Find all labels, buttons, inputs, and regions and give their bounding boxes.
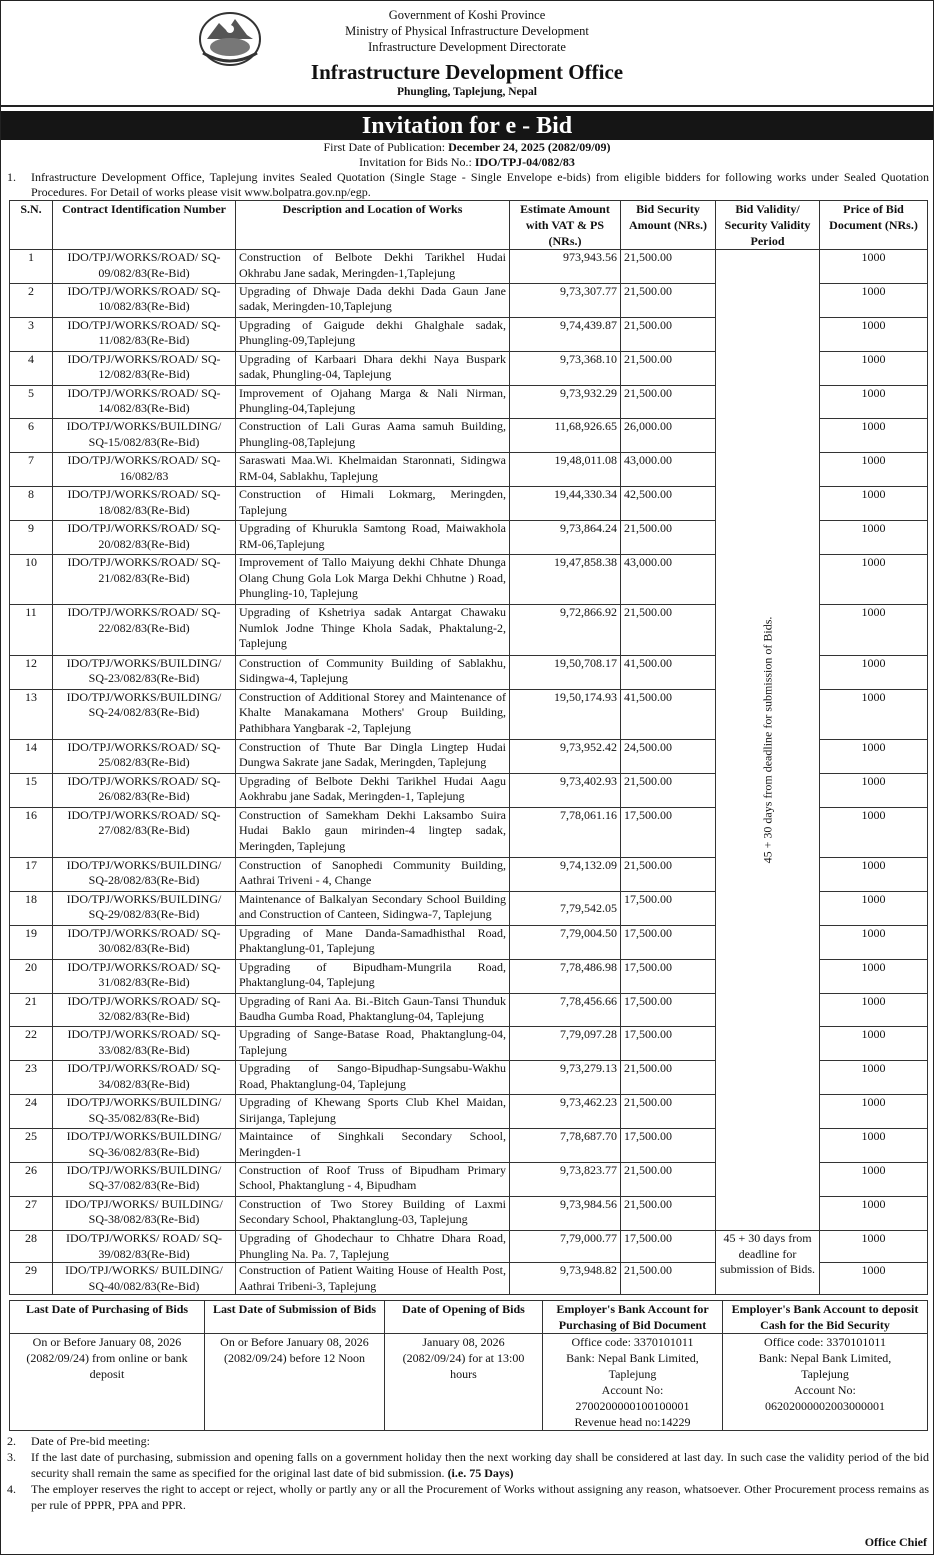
row-price: 1000 xyxy=(820,250,928,284)
row-description: Construction of Lali Guras Aama samuh Building, Phungling-08,Taplejung xyxy=(236,419,510,453)
row-description: Improvement of Tallo Maiyung dekhi Chhate Dhunga Olang Chung Gola Lok Marga Dekhi Chhutne ) Road, Phungling-10, Taplejung xyxy=(236,555,510,605)
row-estimate: 19,48,011.08 xyxy=(510,453,621,487)
row-bid-security: 21,500.00 xyxy=(621,351,716,385)
row-description: Construction of Additional Storey and Maintenance of Khalte Manakamana Mothers' Group Building, Pathibhara Yangbarak -2, Taplejung xyxy=(236,689,510,739)
ifb-number: IDO/TPJ-04/082/83 xyxy=(474,155,575,169)
row-estimate: 7,78,456.66 xyxy=(510,993,621,1027)
note-item xyxy=(7,1449,929,1481)
row-estimate: 9,73,932.29 xyxy=(510,385,621,419)
row-sn: 27 xyxy=(10,1196,53,1230)
col-opening: Date of Opening of Bids xyxy=(385,1301,543,1334)
row-contract-id: IDO/TPJ/WORKS/ROAD/ SQ-27/082/83(Re-Bid) xyxy=(53,807,236,857)
col-account-security: Employer's Bank Account to deposit Cash for the Bid Security xyxy=(723,1301,928,1334)
row-contract-id: IDO/TPJ/WORKS/ROAD/ SQ-16/082/83 xyxy=(53,453,236,487)
row-price: 1000 xyxy=(820,1129,928,1163)
row-contract-id: IDO/TPJ/WORKS/ROAD/ SQ-31/082/83(Re-Bid) xyxy=(53,959,236,993)
col-sn: S.N. xyxy=(10,201,53,250)
col-bid-security: Bid Security Amount (NRs.) xyxy=(621,201,716,250)
row-estimate: 11,68,926.65 xyxy=(510,419,621,453)
cell-line: hours xyxy=(450,1367,477,1381)
row-contract-id: IDO/TPJ/WORKS/ROAD/ SQ-34/082/83(Re-Bid) xyxy=(53,1061,236,1095)
row-bid-security: 17,500.00 xyxy=(621,1027,716,1061)
row-price: 1000 xyxy=(820,689,928,739)
cell-line: Bank: Nepal Bank Limited, xyxy=(566,1351,699,1365)
cell-line: Revenue head no:14229 xyxy=(574,1415,691,1429)
row-sn: 29 xyxy=(10,1263,53,1295)
row-description: Upgrading of Karbaari Dhara dekhi Naya Buspark sadak, Phungling-04, Taplejung xyxy=(236,351,510,385)
cell-line: (2082/09/24) before 12 Noon xyxy=(224,1351,365,1365)
note-text: Date of Pre-bid meeting: xyxy=(31,1434,150,1448)
row-price: 1000 xyxy=(820,453,928,487)
notes xyxy=(1,1431,933,1513)
row-estimate: 7,79,542.05 xyxy=(510,891,621,925)
table-row xyxy=(10,250,928,284)
office-address: Phungling, Taplejung, Nepal xyxy=(397,86,537,98)
col-description: Description and Location of Works xyxy=(236,201,510,250)
row-contract-id: IDO/TPJ/WORKS/ROAD/ SQ-25/082/83(Re-Bid) xyxy=(53,739,236,773)
row-sn: 11 xyxy=(10,605,53,655)
row-bid-security: 41,500.00 xyxy=(621,655,716,689)
row-description: Upgrading of Bipudham-Mungrila Road, Phaktanglung-04, Taplejung xyxy=(236,959,510,993)
row-description: Maintaince of Singhkali Secondary School, Meringden-1 xyxy=(236,1129,510,1163)
row-sn: 19 xyxy=(10,925,53,959)
works-table-body xyxy=(10,250,928,1295)
row-bid-security: 21,500.00 xyxy=(621,317,716,351)
row-sn: 18 xyxy=(10,891,53,925)
row-sn: 12 xyxy=(10,655,53,689)
row-price: 1000 xyxy=(820,283,928,317)
row-sn: 24 xyxy=(10,1095,53,1129)
directorate-name: Infrastructure Development Directorate xyxy=(368,40,566,54)
note-text: If the last date of purchasing, submission and opening falls on a government holiday then the next working day shall be considered at last day. In such case the validity period of the bid security shall remain the same as specified for the original last date of bid submission. xyxy=(31,1450,929,1480)
row-sn: 26 xyxy=(10,1162,53,1196)
row-estimate: 9,73,279.13 xyxy=(510,1061,621,1095)
row-estimate: 9,74,439.87 xyxy=(510,317,621,351)
row-sn: 8 xyxy=(10,487,53,521)
row-bid-security: 21,500.00 xyxy=(621,385,716,419)
cell-line: January 08, 2026 xyxy=(422,1335,505,1349)
row-estimate: 7,79,004.50 xyxy=(510,925,621,959)
cell-line: Taplejung xyxy=(608,1367,657,1381)
note-item xyxy=(7,1481,929,1513)
row-description: Construction of Samekham Dekhi Laksambo Suira Hudai Baklo gaun mirinden-4 lingtep sadak, Meringden, Taplejung xyxy=(236,807,510,857)
row-sn: 17 xyxy=(10,857,53,891)
row-price: 1000 xyxy=(820,1162,928,1196)
row-contract-id: IDO/TPJ/WORKS/BUILDING/ SQ-29/082/83(Re-Bid) xyxy=(53,891,236,925)
col-last-submission: Last Date of Submission of Bids xyxy=(205,1301,385,1334)
row-estimate: 7,78,061.16 xyxy=(510,807,621,857)
note-emphasis: (i.e. 75 Days) xyxy=(447,1466,514,1480)
ifb-label: Invitation for Bids No.: xyxy=(359,155,475,169)
row-price: 1000 xyxy=(820,925,928,959)
cell-line: On or Before January 08, 2026 xyxy=(32,1335,182,1349)
row-sn: 5 xyxy=(10,385,53,419)
row-price: 1000 xyxy=(820,1196,928,1230)
row-sn: 16 xyxy=(10,807,53,857)
cell-line: (2082/09/24) for at 13:00 xyxy=(402,1351,525,1365)
row-price: 1000 xyxy=(820,419,928,453)
dates-table xyxy=(9,1300,928,1431)
note-text: The employer reserves the right to accept or reject, wholly or partly any or all the Procurement of Works without assigning any reason, whatsoever. Other Procurement process remains as per rule of PPPR, PPA and PPR. xyxy=(31,1482,929,1512)
row-price: 1000 xyxy=(820,351,928,385)
row-bid-security: 21,500.00 xyxy=(621,1162,716,1196)
intro-text: Infrastructure Development Office, Taplejung invites Sealed Quotation (Single Stage - Single Envelope e-bids) from eligible bidders for following works under Sealed Quotation Procedures. For Detail of works please visit www.bolpatra.gov.np/egp. xyxy=(31,170,929,199)
row-sn: 13 xyxy=(10,689,53,739)
row-bid-security: 21,500.00 xyxy=(621,1095,716,1129)
dates-table-header xyxy=(10,1301,928,1334)
row-sn: 9 xyxy=(10,521,53,555)
row-contract-id: IDO/TPJ/WORKS/BUILDING/ SQ-28/082/83(Re-Bid) xyxy=(53,857,236,891)
row-contract-id: IDO/TPJ/WORKS/BUILDING/ SQ-24/082/83(Re-Bid) xyxy=(53,689,236,739)
publication-date-label: First Date of Publication: xyxy=(323,140,449,154)
row-bid-security: 26,000.00 xyxy=(621,419,716,453)
row-bid-security: 24,500.00 xyxy=(621,739,716,773)
validity-text: 45 + 30 days from deadline for submission of Bids. xyxy=(759,616,774,864)
cell-line: Office code: 3370101011 xyxy=(764,1335,886,1349)
col-price: Price of Bid Document (NRs.) xyxy=(820,201,928,250)
row-contract-id: IDO/TPJ/WORKS/ROAD/ SQ-32/082/83(Re-Bid) xyxy=(53,993,236,1027)
row-description: Improvement of Ojahang Marga & Nali Nirman, Phungling-04,Taplejung xyxy=(236,385,510,419)
row-sn: 14 xyxy=(10,739,53,773)
row-contract-id: IDO/TPJ/WORKS/ROAD/ SQ-21/082/83(Re-Bid) xyxy=(53,555,236,605)
office-name: Infrastructure Development Office xyxy=(310,60,624,84)
row-price: 1000 xyxy=(820,521,928,555)
row-bid-security: 17,500.00 xyxy=(621,1129,716,1163)
dates-table-row xyxy=(10,1334,928,1431)
row-price: 1000 xyxy=(820,1095,928,1129)
col-account-document: Employer's Bank Account for Purchasing of Bid Document xyxy=(543,1301,723,1334)
cell-line: On or Before January 08, 2026 xyxy=(220,1335,369,1349)
row-estimate: 19,44,330.34 xyxy=(510,487,621,521)
row-description: Construction of Thute Bar Dingla Lingtep Hudai Dungwa Sakrate jane Sadak, Meringden, Taplejung xyxy=(236,739,510,773)
row-bid-security: 17,500.00 xyxy=(621,959,716,993)
col-contract-id: Contract Identification Number xyxy=(53,201,236,250)
cell-line: 06202000002003000001 xyxy=(765,1399,885,1413)
row-contract-id: IDO/TPJ/WORKS/ROAD/ SQ-10/082/83(Re-Bid) xyxy=(53,283,236,317)
works-table-header xyxy=(10,201,928,250)
row-contract-id: IDO/TPJ/WORKS/ROAD/ SQ-18/082/83(Re-Bid) xyxy=(53,487,236,521)
publication-date: December 24, 2025 (2082/09/09) xyxy=(448,140,611,154)
row-price: 1000 xyxy=(820,739,928,773)
row-contract-id: IDO/TPJ/WORKS/ROAD/ SQ-14/082/83(Re-Bid) xyxy=(53,385,236,419)
row-bid-security: 21,500.00 xyxy=(621,1061,716,1095)
row-contract-id: IDO/TPJ/WORKS/BUILDING/ SQ-35/082/83(Re-Bid) xyxy=(53,1095,236,1129)
row-contract-id: IDO/TPJ/WORKS/ROAD/ SQ-22/082/83(Re-Bid) xyxy=(53,605,236,655)
row-description: Upgrading of Rani Aa. Bi.-Bitch Gaun-Tansi Thunduk Baudha Gumba Road, Phaktanglung-04, Taplejung xyxy=(236,993,510,1027)
row-estimate: 19,50,174.93 xyxy=(510,689,621,739)
row-estimate: 19,47,858.38 xyxy=(510,555,621,605)
row-estimate: 9,74,132.09 xyxy=(510,857,621,891)
row-price: 1000 xyxy=(820,993,928,1027)
row-price: 1000 xyxy=(820,1231,928,1263)
row-description: Upgrading of Khewang Sports Club Khel Maidan, Sirijanga, Taplejung xyxy=(236,1095,510,1129)
row-description: Upgrading of Dhwaje Dada dekhi Dada Gaun Jane sadak, Meringden-10,Taplejung xyxy=(236,283,510,317)
row-sn: 1 xyxy=(10,250,53,284)
row-estimate: 9,73,307.77 xyxy=(510,283,621,317)
row-price: 1000 xyxy=(820,605,928,655)
intro-paragraph xyxy=(1,170,933,200)
validity-period-last: 45 + 30 days from deadline for submission of Bids. xyxy=(716,1231,820,1295)
row-estimate: 9,73,948.82 xyxy=(510,1263,621,1295)
last-purchase-date xyxy=(10,1334,205,1431)
row-contract-id: IDO/TPJ/WORKS/ ROAD/ SQ-39/082/83(Re-Bid) xyxy=(53,1231,236,1263)
row-description: Construction of Himali Lokmarg, Meringden, Taplejung xyxy=(236,487,510,521)
row-description: Upgrading of Belbote Dekhi Tarikhel Hudai Aagu Aokhrabu jane Sadak, Meringden-1, Taplejung xyxy=(236,773,510,807)
row-bid-security: 43,000.00 xyxy=(621,453,716,487)
cell-line: Account No: xyxy=(601,1383,664,1397)
row-price: 1000 xyxy=(820,487,928,521)
row-bid-security: 17,500.00 xyxy=(621,807,716,857)
row-estimate: 9,73,823.77 xyxy=(510,1162,621,1196)
account-document xyxy=(543,1334,723,1431)
row-sn: 7 xyxy=(10,453,53,487)
row-sn: 3 xyxy=(10,317,53,351)
intro-number: 1. xyxy=(7,170,16,184)
row-sn: 6 xyxy=(10,419,53,453)
row-description: Upgrading of Mane Danda-Samadhisthal Road, Phaktanglung-01, Taplejung xyxy=(236,925,510,959)
row-contract-id: IDO/TPJ/WORKS/ROAD/ SQ-20/082/83(Re-Bid) xyxy=(53,521,236,555)
row-estimate: 9,73,984.56 xyxy=(510,1196,621,1230)
note-number: 2. xyxy=(7,1434,16,1448)
publication-info xyxy=(1,140,933,170)
row-bid-security: 21,500.00 xyxy=(621,1263,716,1295)
row-description: Upgrading of Khurukla Samtong Road, Maiwakhola RM-06,Taplejung xyxy=(236,521,510,555)
row-bid-security: 21,500.00 xyxy=(621,1196,716,1230)
row-bid-security: 41,500.00 xyxy=(621,689,716,739)
row-bid-security: 17,500.00 xyxy=(621,993,716,1027)
row-contract-id: IDO/TPJ/WORKS/BUILDING/ SQ-36/082/83(Re-Bid) xyxy=(53,1129,236,1163)
notice-title: Invitation for e - Bid xyxy=(1,111,933,140)
cell-line: Bank: Nepal Bank Limited, xyxy=(758,1351,892,1365)
row-price: 1000 xyxy=(820,807,928,857)
row-contract-id: IDO/TPJ/WORKS/ROAD/ SQ-11/082/83(Re-Bid) xyxy=(53,317,236,351)
row-description: Upgrading of Kshetriya sadak Antargat Chawaku Numlok Jodne Thinge Khola Sadak, Phaktalung-2, Taplejung xyxy=(236,605,510,655)
row-price: 1000 xyxy=(820,317,928,351)
row-description: Upgrading of Gaigude dekhi Ghalghale sadak, Phungling-09,Taplejung xyxy=(236,317,510,351)
row-sn: 22 xyxy=(10,1027,53,1061)
row-contract-id: IDO/TPJ/WORKS/ROAD/ SQ-09/082/83(Re-Bid) xyxy=(53,250,236,284)
row-contract-id: IDO/TPJ/WORKS/BUILDING/ SQ-37/082/83(Re-Bid) xyxy=(53,1162,236,1196)
row-bid-security: 17,500.00 xyxy=(621,891,716,925)
row-bid-security: 21,500.00 xyxy=(621,283,716,317)
row-description: Maintenance of Balkalyan Secondary School Building and Construction of Canteen, Sidingwa-7, Taplejung xyxy=(236,891,510,925)
col-validity: Bid Validity/ Security Validity Period xyxy=(716,201,820,250)
row-description: Construction of Community Building of Sablakhu, Sidingwa-4, Taplejung xyxy=(236,655,510,689)
row-contract-id: IDO/TPJ/WORKS/ROAD/ SQ-33/082/83(Re-Bid) xyxy=(53,1027,236,1061)
last-submission-date xyxy=(205,1334,385,1431)
row-description: Construction of Belbote Dekhi Tarikhel Hudai Okhrabu Jane sadak, Meringden-1,Taplejung xyxy=(236,250,510,284)
row-contract-id: IDO/TPJ/WORKS/ BUILDING/ SQ-40/082/83(Re-Bid) xyxy=(53,1263,236,1295)
row-sn: 2 xyxy=(10,283,53,317)
row-description: Construction of Patient Waiting House of Health Post, Aathrai Tribeni-3, Taplejung xyxy=(236,1263,510,1295)
row-estimate: 7,79,097.28 xyxy=(510,1027,621,1061)
row-description: Upgrading of Ghodechaur to Chhatre Dhara Road, Phungling Na. Pa. 7, Taplejung xyxy=(236,1231,510,1263)
row-contract-id: IDO/TPJ/WORKS/BUILDING/ SQ-23/082/83(Re-Bid) xyxy=(53,655,236,689)
row-contract-id: IDO/TPJ/WORKS/ BUILDING/ SQ-38/082/83(Re-Bid) xyxy=(53,1196,236,1230)
note-number: 4. xyxy=(7,1482,16,1496)
row-estimate: 7,78,687.70 xyxy=(510,1129,621,1163)
row-contract-id: IDO/TPJ/WORKS/BUILDING/ SQ-15/082/83(Re-Bid) xyxy=(53,419,236,453)
row-estimate: 9,73,864.24 xyxy=(510,521,621,555)
row-description: Construction of Two Storey Building of Laxmi Secondary School, Phaktanglung-03, Taplejung xyxy=(236,1196,510,1230)
row-bid-security: 21,500.00 xyxy=(621,857,716,891)
row-bid-security: 21,500.00 xyxy=(621,605,716,655)
cell-line: (2082/09/24) from online or bank xyxy=(26,1351,188,1365)
row-description: Saraswati Maa.Wi. Khelmaidan Staronnati, Sidingwa RM-04, Sablakhu, Taplejung xyxy=(236,453,510,487)
row-price: 1000 xyxy=(820,1061,928,1095)
row-sn: 25 xyxy=(10,1129,53,1163)
row-price: 1000 xyxy=(820,959,928,993)
row-bid-security: 21,500.00 xyxy=(621,773,716,807)
row-estimate: 973,943.56 xyxy=(510,250,621,284)
note-item xyxy=(7,1433,929,1449)
row-bid-security: 43,000.00 xyxy=(621,555,716,605)
row-estimate: 9,73,952.42 xyxy=(510,739,621,773)
row-estimate: 9,72,866.92 xyxy=(510,605,621,655)
row-contract-id: IDO/TPJ/WORKS/ROAD/ SQ-26/082/83(Re-Bid) xyxy=(53,773,236,807)
validity-period-merged xyxy=(716,250,820,1231)
row-price: 1000 xyxy=(820,857,928,891)
signature: Office Chief xyxy=(864,1535,927,1549)
table-row xyxy=(10,1231,928,1263)
col-last-purchase: Last Date of Purchasing of Bids xyxy=(10,1301,205,1334)
row-description: Construction of Roof Truss of Bipudham Primary School, Phaktanglung - 4, Bipudham xyxy=(236,1162,510,1196)
row-bid-security: 21,500.00 xyxy=(621,250,716,284)
row-sn: 21 xyxy=(10,993,53,1027)
row-estimate: 9,73,368.10 xyxy=(510,351,621,385)
row-price: 1000 xyxy=(820,1027,928,1061)
row-sn: 28 xyxy=(10,1231,53,1263)
row-contract-id: IDO/TPJ/WORKS/ROAD/ SQ-12/082/83(Re-Bid) xyxy=(53,351,236,385)
col-estimate: Estimate Amount with VAT & PS (NRs.) xyxy=(510,201,621,250)
cell-line: 2700200000100100001 xyxy=(575,1399,690,1413)
row-description: Upgrading of Sango-Bipudhap-Sungsabu-Wakhu Road, Phaktanglung-04, Taplejung xyxy=(236,1061,510,1095)
row-sn: 20 xyxy=(10,959,53,993)
row-estimate: 19,50,708.17 xyxy=(510,655,621,689)
row-sn: 4 xyxy=(10,351,53,385)
opening-date xyxy=(385,1334,543,1431)
row-price: 1000 xyxy=(820,385,928,419)
row-sn: 15 xyxy=(10,773,53,807)
row-description: Construction of Sanophedi Community Building, Aathrai Triveni - 4, Change xyxy=(236,857,510,891)
cell-line: Taplejung xyxy=(801,1367,849,1381)
row-bid-security: 17,500.00 xyxy=(621,925,716,959)
government-name: Government of Koshi Province xyxy=(388,8,546,22)
cell-line: deposit xyxy=(89,1367,125,1381)
row-price: 1000 xyxy=(820,773,928,807)
cell-line: Office code: 3370101011 xyxy=(571,1335,694,1349)
row-price: 1000 xyxy=(820,555,928,605)
ministry-name: Ministry of Physical Infrastructure Development xyxy=(345,24,589,38)
note-number: 3. xyxy=(7,1450,16,1464)
row-contract-id: IDO/TPJ/WORKS/ROAD/ SQ-30/082/83(Re-Bid) xyxy=(53,925,236,959)
row-price: 1000 xyxy=(820,655,928,689)
cell-line: Account No: xyxy=(794,1383,856,1397)
letterhead xyxy=(1,1,933,107)
row-description: Upgrading of Sange-Batase Road, Phaktanglung-04, Taplejung xyxy=(236,1027,510,1061)
row-estimate: 7,79,000.77 xyxy=(510,1231,621,1263)
account-security xyxy=(723,1334,928,1431)
row-estimate: 9,73,402.93 xyxy=(510,773,621,807)
row-bid-security: 21,500.00 xyxy=(621,521,716,555)
row-estimate: 9,73,462.23 xyxy=(510,1095,621,1129)
row-sn: 10 xyxy=(10,555,53,605)
row-price: 1000 xyxy=(820,891,928,925)
row-bid-security: 42,500.00 xyxy=(621,487,716,521)
works-table xyxy=(9,200,928,1295)
row-bid-security: 17,500.00 xyxy=(621,1231,716,1263)
row-sn: 23 xyxy=(10,1061,53,1095)
row-estimate: 7,78,486.98 xyxy=(510,959,621,993)
row-price: 1000 xyxy=(820,1263,928,1295)
